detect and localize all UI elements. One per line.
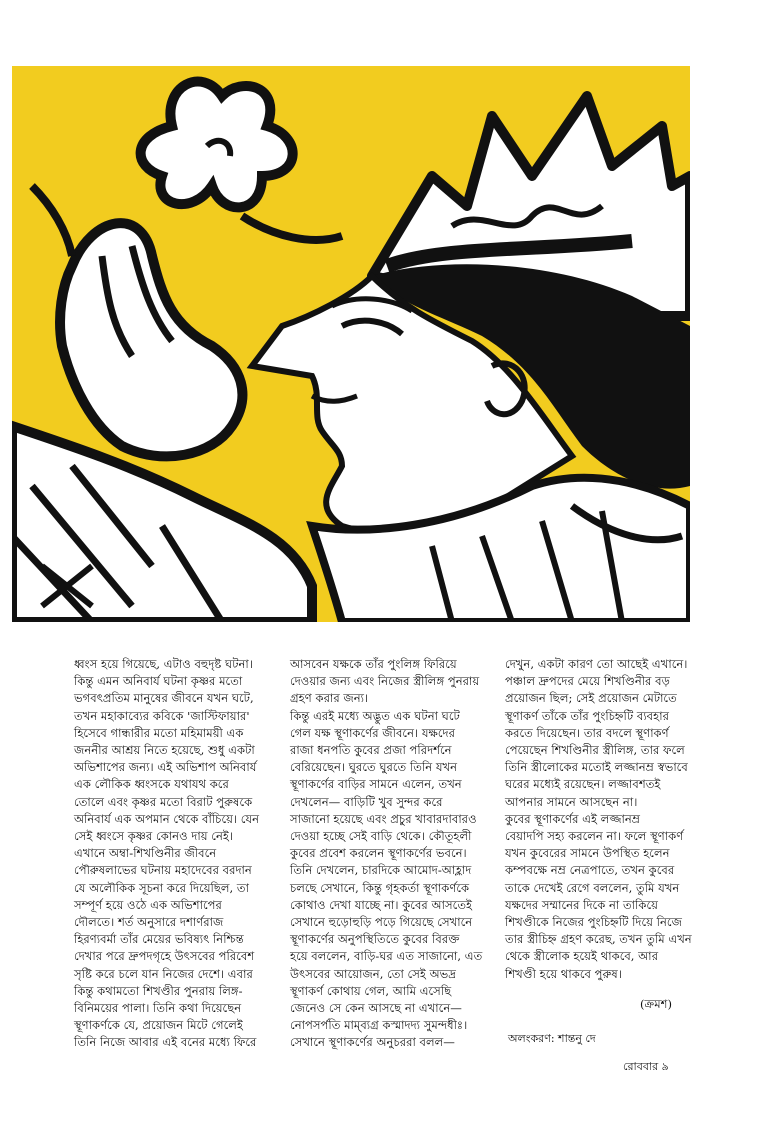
- illustration-credit: অলংকরণ: শান্তনু দে: [508, 1032, 596, 1045]
- hand-shape: [60, 223, 242, 456]
- brush-stroke-3: [32, 186, 72, 256]
- column-1-text: ধ্বংস হয়ে গিয়েছে, এটাও বহুদৃষ্ট ঘটনা। কিন্তু এমন অনিবার্য ঘটনা কৃষ্ণর মতো ভগবৎপ্রতিম মানুষের জীবনে যখন ঘটে, তখন মহাকাব্যের কবিকে 'জাস্টিফায়ার' হিসেবে গান্ধারীর মতো মহিমাময়ী এক জননীর আশ্রয় নিতে হয়েছে, শুধু একটা অভিশাপের জন্য। এই অভিশাপ অনিবার্য এক লৌকিক ধ্বংসকে যথাযথ করে তোলে এবং কৃষ্ণর মতো বিরাট পুরুষকে অনিবার্য এক অপমান থেকে বাঁচিয়ে। যেন সেই ধ্বংসে কৃষ্ণর কোনও দায় নেই। এখানে অম্বা-শিখণ্ডিনীর জীবনে পৌরুষলাভের ঘটনায় মহাদেবের বরদান যে অলৌকিক সূচনা করে দিয়েছিল, তা সম্পূর্ণ হয়ে ওঠে এক অভিশাপের দৌলতে। শর্ত অনুসারে দশার্ণরাজ হিরণ্যবর্মা তাঁর মেয়ের ভবিষ্যৎ নিশ্চিন্ত দেখার পরে দ্রুপদগৃহে উৎসবের পরিবেশ সৃষ্টি করে চলে যান নিজের দেশে। এবার কিন্তু কথামতো শিখণ্ডীর পুনরায় লিঙ্গ- বিনিময়ের পালা। তিনি কথা দিয়েছেন স্থূণাকর্ণকে যে, প্রয়োজন মিটে গেলেই তিনি নিজে আবার এই বনের মধ্যে ফিরে: [74, 657, 260, 1050]
- brush-stroke-1: [242, 216, 342, 240]
- column-2-text: আসবেন যক্ষকে তাঁর পুংলিঙ্গ ফিরিয়ে দেওয়ার জন্য এবং নিজের স্ত্রীলিঙ্গ পুনরায় গ্রহণ করার জন্য। কিন্তু এরই মধ্যে অদ্ভুত এক ঘটনা ঘটে গেল যক্ষ স্থূণাকর্ণের জীবনে। যক্ষদের রাজা ধনপতি কুবের প্রজা পরিদর্শনে বেরিয়েছেন। ঘুরতে ঘুরতে তিনি যখন স্থূণাকর্ণের বাড়ির সামনে এলেন, তখন দেখলেন— বাড়িটি খুব সুন্দর করে সাজানো হয়েছে এবং প্রচুর খাবারদাবারও দেওয়া হচ্ছে সেই বাড়ি থেকে। কৌতূহলী কুবের প্রবেশ করলেন স্থূণাকর্ণের ভবনে। তিনি দেখলেন, চারদিকে আমোদ-আহ্লাদ চলছে সেখানে, কিন্তু গৃহকর্তা স্থূণাকর্ণকে কোথাও দেখা যাচ্ছে না। কুবের আসতেই সেখানে হুড়োহুড়ি পড়ে গিয়েছে সেখানে স্থূণাকর্ণের অনুপস্থিতিতে কুবের বিরক্ত হয়ে বললেন, বাড়ি-ঘর এত সাজানো, এত উৎসবের আয়োজন, তো সেই অভদ্র স্থূণাকর্ণ কোথায় গেল, আমি এসেছি জেনেও সে কেন আসছে না এখানে— নোপসর্পতি মাম্‌ব্যগ্র কস্মাদদ্য সুমন্দধীঃ। সেখানে স্থূণাকর্ণের অনুচররা বলল—: [290, 657, 483, 1050]
- article-column-2: [290, 656, 490, 1052]
- illustration-yaksha-king: [12, 66, 690, 622]
- flower-shape: [141, 82, 293, 208]
- illustration-art: [12, 66, 690, 622]
- article-column-3: [505, 656, 705, 983]
- article-column-1: [74, 656, 274, 1052]
- column-3-text: দেখুন, একটা কারণ তো আছেই এখানে। পঞ্চাল দ্রুপদের মেয়ে শিখণ্ডিনীর বড় প্রয়োজন ছিল; সেই প্রয়োজন মেটাতে স্থূণাকর্ণ তাঁকে তাঁর পুংচিহ্নটি ব্যবহার করতে দিয়েছেন। তার বদলে স্থূণাকর্ণ পেয়েছেন শিখণ্ডিনীর স্ত্রীলিঙ্গ, তার ফলে তিনি স্ত্রীলোকের মতোই লজ্জানম্র স্বভাবে ঘরের মধ্যেই রয়েছেন। লজ্জাবশতই আপনার সামনে আসছেন না। কুবের স্থূণাকর্ণের এই লজ্জানম্র বেয়াদপি সহ্য করলেন না। ফলে স্থূণাকর্ণ যখন কুবেরের সামনে উপস্থিত হলেন কম্পবক্ষে নম্র নেত্রপাতে, তখন কুবের তাকে দেখেই রেগে বললেন, তুমি যখন যক্ষদের সম্মানের দিকে না তাকিয়ে শিখণ্ডীকে নিজের পুংচিহ্নটি দিয়ে নিজে তার স্ত্রীচিহ্ন গ্রহণ করেছ, তখন তুমি এখন থেকে স্ত্রীলোক হয়েই থাকবে, আর শিখণ্ডী হয়ে থাকবে পুরুষ।: [505, 657, 692, 981]
- continued-marker: (ক্রমশ): [640, 997, 673, 1011]
- page-folio: রোববার ৯: [623, 1060, 669, 1073]
